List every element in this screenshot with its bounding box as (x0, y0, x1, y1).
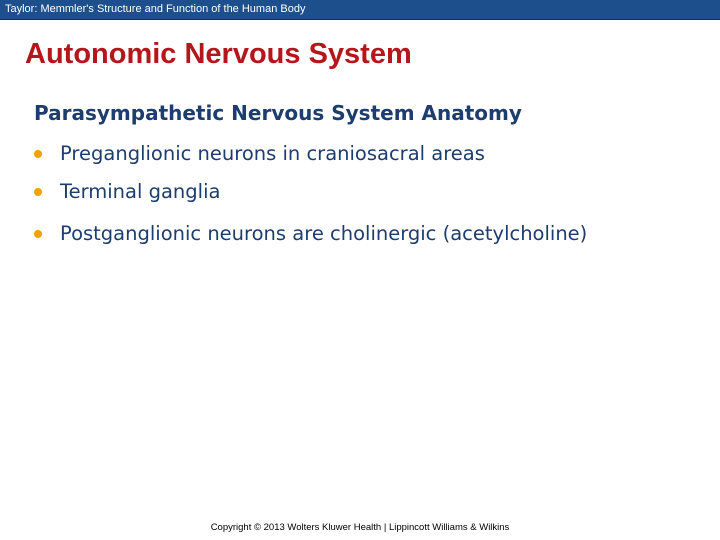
header-bar (0, 0, 720, 20)
slide-title: Autonomic Nervous System (25, 38, 412, 70)
bullet-dot-icon (34, 230, 42, 238)
bullet-text: Postganglionic neurons are cholinergic (acetylcholine) (60, 222, 588, 245)
copyright-footer: Copyright © 2013 Wolters Kluwer Health | Lippincott Williams & Wilkins (210, 522, 510, 533)
bullet-dot-icon (34, 150, 42, 158)
book-title: Taylor: Memmler's Structure and Function of the Human Body (5, 3, 306, 15)
bullet-text: Terminal ganglia (60, 180, 221, 203)
bullet-dot-icon (34, 188, 42, 196)
slide-subtitle: Parasympathetic Nervous System Anatomy (34, 101, 522, 125)
bullet-text: Preganglionic neurons in craniosacral areas (60, 142, 485, 165)
